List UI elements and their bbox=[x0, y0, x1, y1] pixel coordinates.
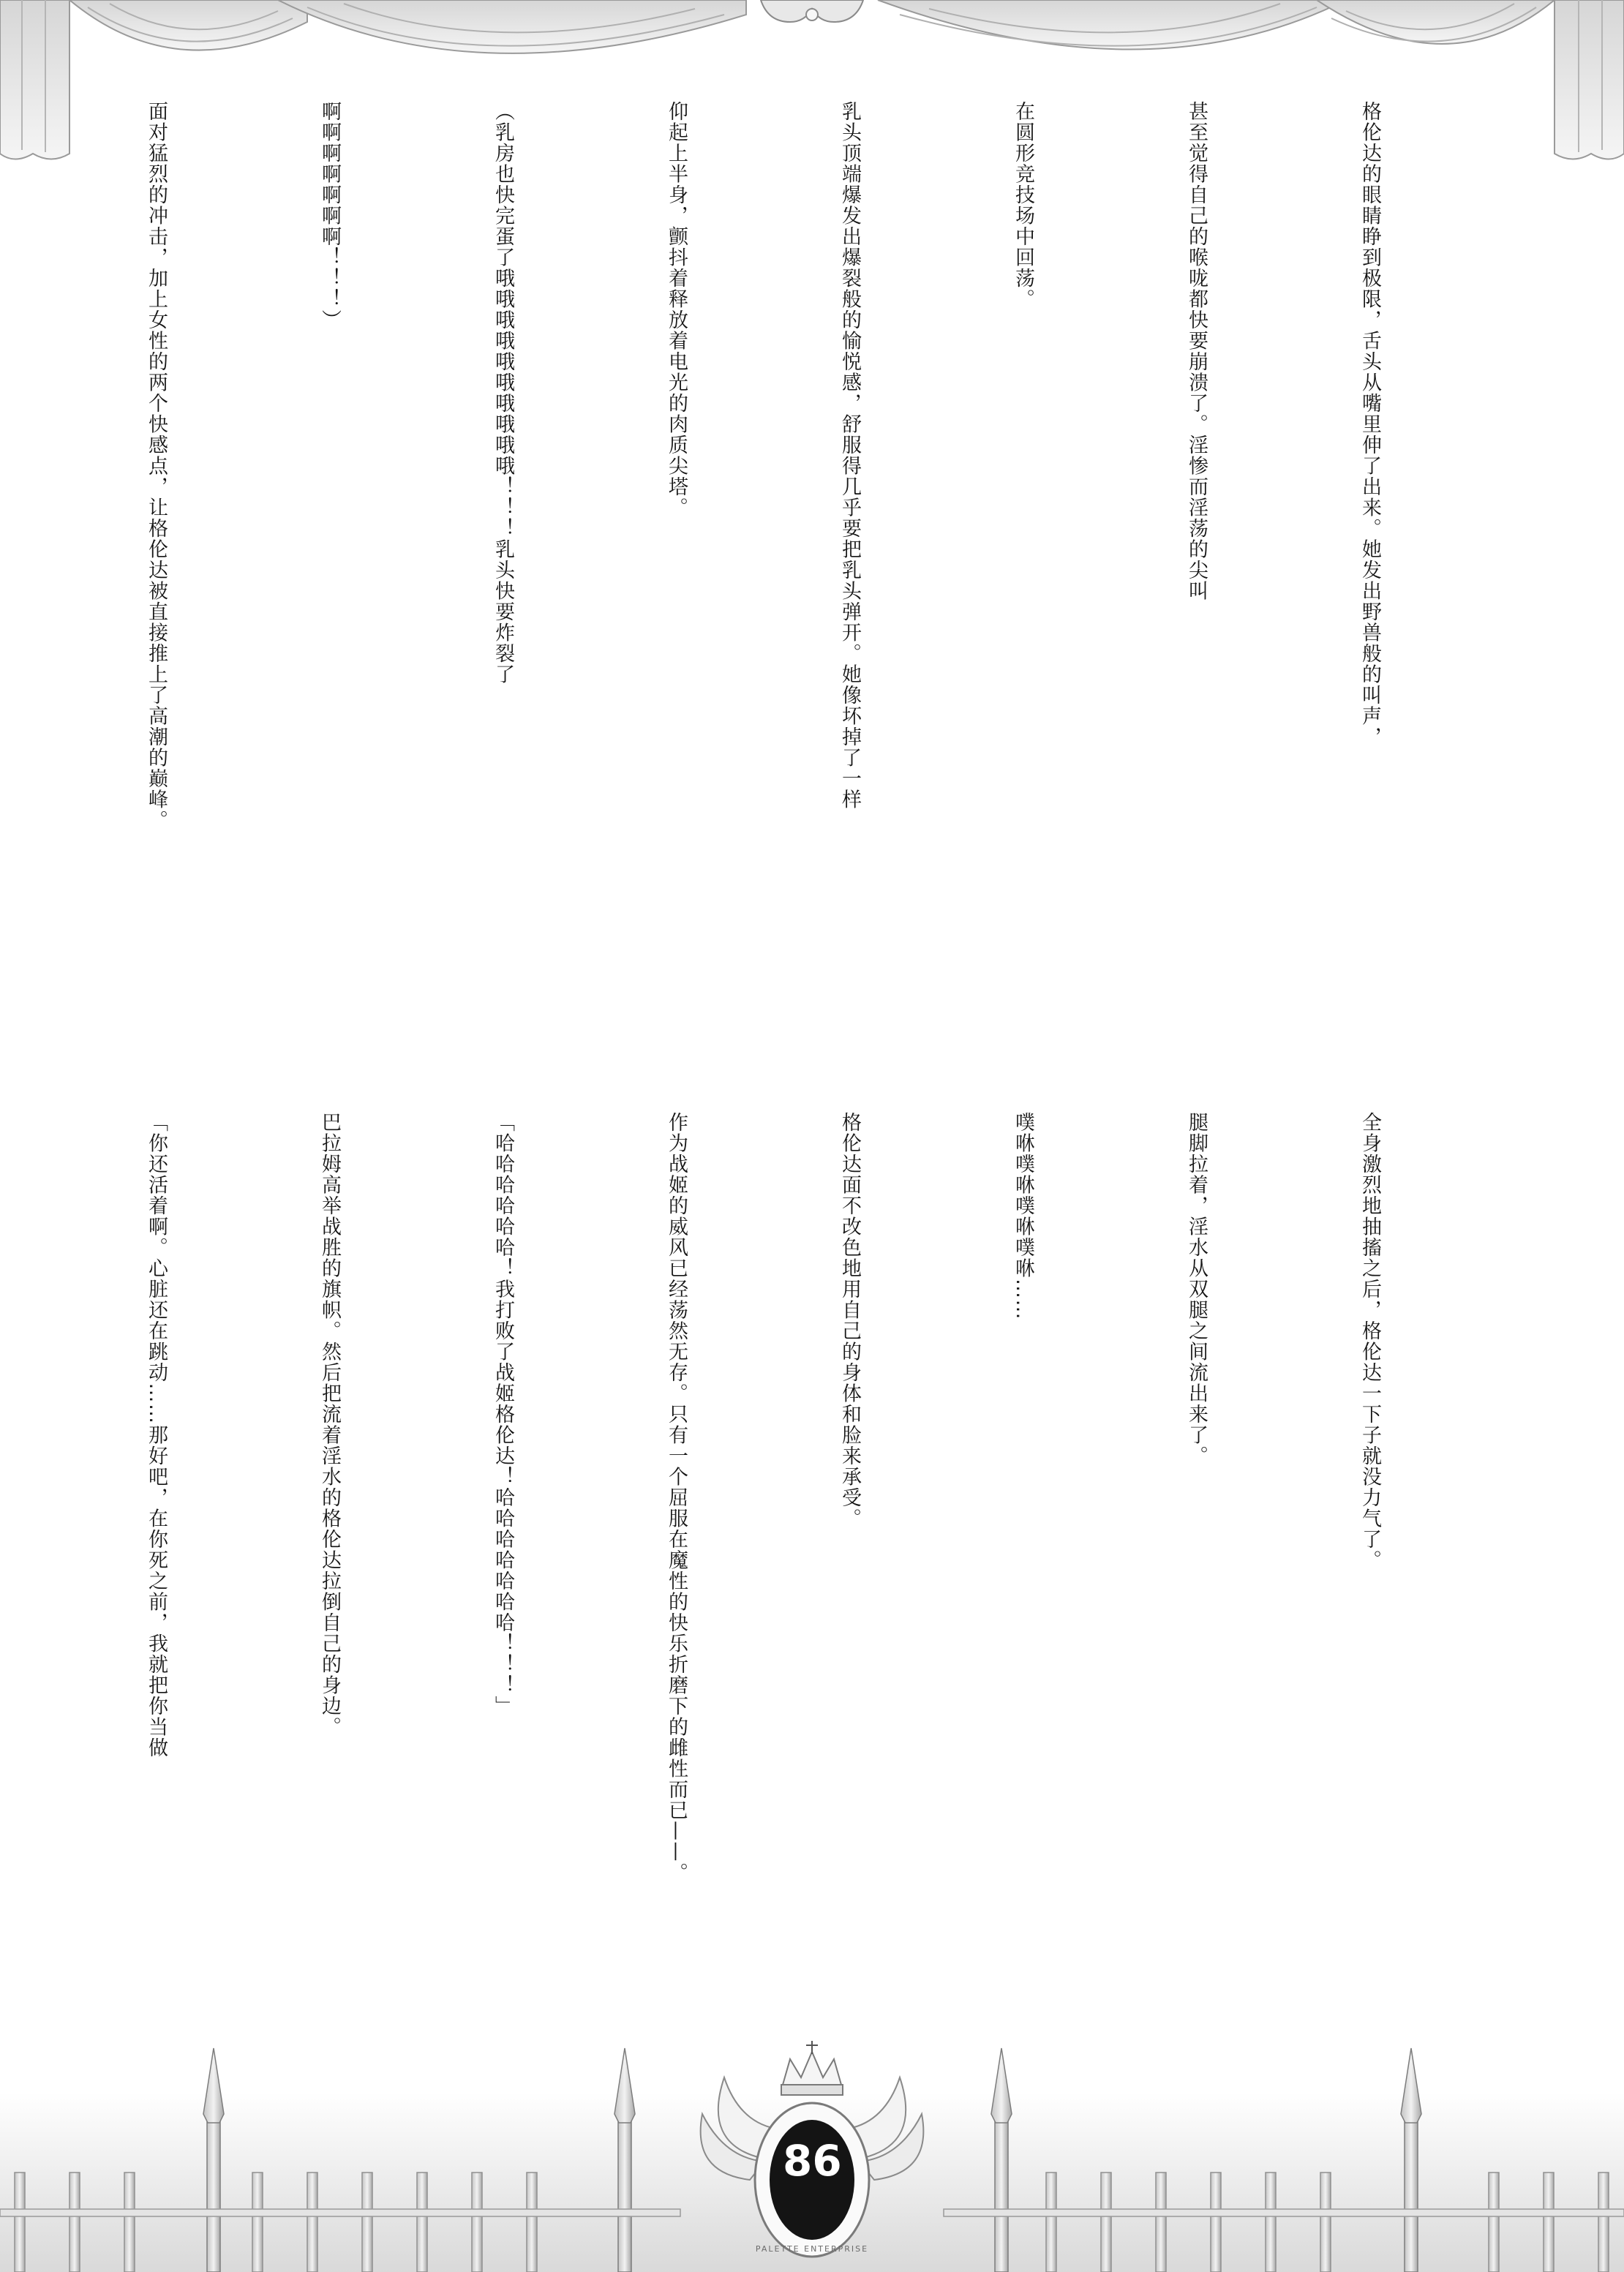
paragraph: 腿脚拉着，淫水从双腿之间流出来了。 bbox=[1185, 1112, 1208, 1467]
upper-text-block bbox=[0, 101, 1514, 964]
paragraph bbox=[0, 1112, 12, 1960]
paragraph: 格伦达面不改色地用自己的身体和脸来承受。 bbox=[838, 1112, 861, 1529]
paragraph: 噗咻噗咻噗咻噗咻…… bbox=[1012, 1112, 1034, 1320]
page-number: 86 bbox=[783, 2136, 842, 2186]
paragraph: 「你还活着啊。心脏还在跳动……那好吧，在你死之前，我就把你当做 bbox=[145, 1112, 168, 1758]
publisher-mark: PALETTE ENTERPRISE bbox=[755, 2244, 869, 2254]
paragraph: 在圆形竞技场中回荡。 bbox=[1012, 101, 1034, 309]
paragraph: 巴拉姆高举战胜的旗帜。然后把流着淫水的格伦达拉倒自己的身边。 bbox=[318, 1112, 341, 1737]
paragraph: （乳房也快完蛋了哦哦哦哦哦哦哦哦哦哦！！！乳头快要炸裂了 bbox=[492, 101, 514, 685]
paragraph: 作为战姬的威风已经荡然无存。只有一个屈服在魔性的快乐折磨下的雌性而已——。 bbox=[665, 1112, 688, 1884]
paragraph: 啊啊啊啊啊啊啊！！！） bbox=[318, 101, 341, 331]
paragraph: 乳头顶端爆发出爆裂般的愉悦感，舒服得几乎要把乳头弹开。她像坏掉了一样 bbox=[838, 101, 861, 810]
paragraph: 面对猛烈的冲击，加上女性的两个快感点，让格伦达被直接推上了高潮的巅峰。 bbox=[145, 101, 168, 831]
paragraph: 全身激烈地抽搐之后，格伦达一下子就没力气了。 bbox=[1358, 1112, 1381, 1571]
paragraph: 甚至觉得自己的喉咙都快要崩溃了。淫惨而淫荡的尖叫 bbox=[1185, 101, 1208, 601]
lower-text-block bbox=[0, 1112, 1514, 1960]
paragraph bbox=[0, 101, 12, 964]
paragraph: 仰起上半身，颤抖着释放着电光的肉质尖塔。 bbox=[665, 101, 688, 518]
paragraph: 「哈哈哈哈哈哈！我打败了战姬格伦达！哈哈哈哈哈哈哈！！！」 bbox=[492, 1112, 514, 1717]
paragraph: 格伦达的眼睛睁到极限，舌头从嘴里伸了出来。她发出野兽般的叫声， bbox=[1358, 101, 1381, 748]
